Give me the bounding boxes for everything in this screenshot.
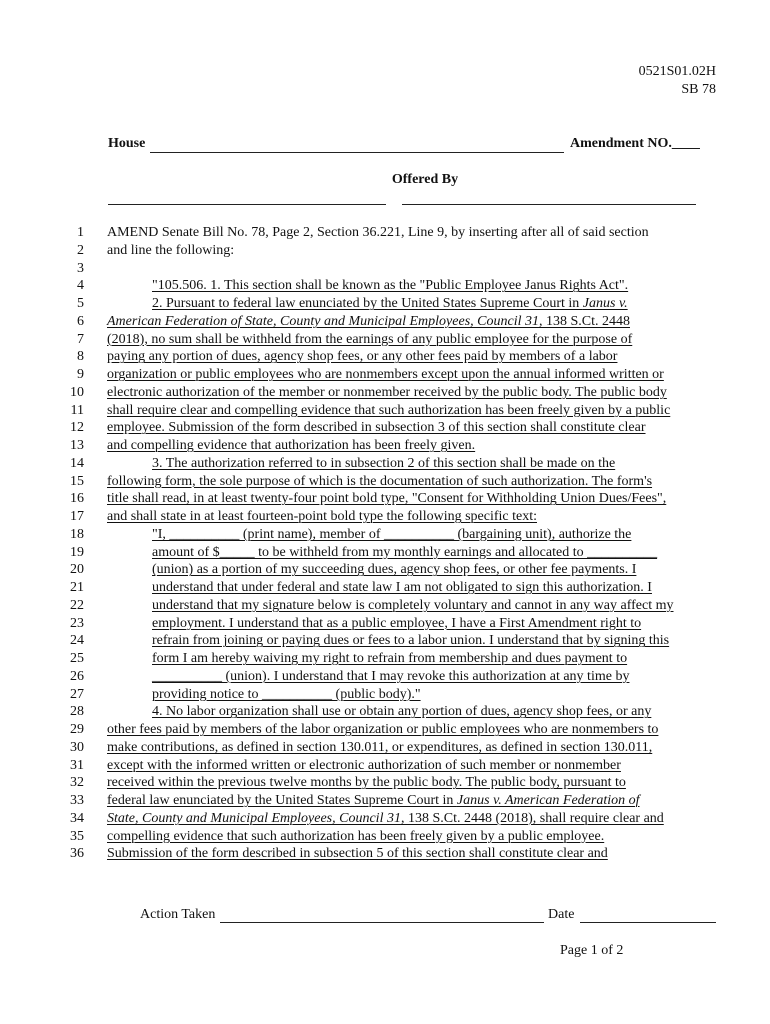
line-text [152,633,669,649]
line-text [107,243,234,259]
text-run: Janus v. American Federation of [456,793,640,808]
line-number: 16 [70,491,84,507]
line-number: 9 [77,367,84,382]
line-text [107,775,626,791]
text-run: State, County and Municipal Employees, Council 31 [107,810,401,826]
line-text [152,598,674,614]
line-number: 12 [70,420,84,436]
line-number: 34 [70,810,84,826]
line-text [107,509,537,525]
text-run: refrain from joining or paying dues or fees to a labor union. I understand that by signing this [152,633,670,649]
text-run: title shall read, in at least twenty-four point bold type, "Consent for Withholding Union Dues/Fees", [107,491,667,507]
line-text [152,669,629,685]
line-number: 18 [70,526,84,542]
house-blank-line [150,152,564,153]
text-run: Janus v. [582,296,628,311]
line-number: 14 [70,455,84,471]
line-text [152,545,657,561]
line-text [152,704,651,720]
line-number: 6 [77,313,84,329]
line-number: 4 [77,278,84,294]
text-run: (union) as a portion of my succeeding dues, agency shop fees, or other fee payments. I [152,562,637,578]
line-text [152,527,631,543]
line-text [107,225,649,241]
text-run: and compelling evidence that authorization has been freely given. [107,438,476,453]
text-run: __________ (union). I understand that I may revoke this authorization at any time by [152,668,630,684]
text-run: (2018), no sum shall be withheld from the earnings of any public employee for the purpose of [107,331,633,347]
line-number: 20 [70,562,84,578]
line-number: 33 [70,793,84,808]
line-text [107,740,652,756]
line-text [107,829,604,845]
text-run: form I am hereby waiving my right to refrain from membership and dues payment to [152,651,628,666]
line-number: 32 [70,775,84,791]
text-run: 2. Pursuant to federal law enunciated by the United States Supreme Court in [152,296,583,311]
line-text [107,367,664,383]
line-text [152,296,628,312]
line-number: 28 [70,704,84,720]
text-run: AMEND Senate Bill No. 78, Page 2, Section 36.221, Line 9, by inserting after all of said section [107,225,649,240]
line-text [107,793,640,809]
line-text [107,385,667,401]
line-number: 24 [70,633,84,649]
line-number: 22 [70,597,84,613]
line-number: 21 [70,580,84,595]
date-label: Date [548,907,575,922]
text-run: shall require clear and compelling evidence that such authorization has been freely given by a public [107,402,671,418]
text-run: , 138 S.Ct. 2448 (2018), shall require clear and [400,810,664,826]
line-text [152,456,615,472]
line-text [107,403,670,419]
line-number: 7 [77,331,84,347]
line-number: 27 [70,686,84,702]
line-text [152,278,628,294]
text-run: "105.506. 1. This section shall be known as the "Public Employee Janus Rights Act". [152,278,629,294]
text-run: , 138 S.Ct. 2448 [538,313,630,329]
line-number: 26 [70,668,84,684]
text-run: understand that under federal and state law I am not obligated to sign this authorization. I [152,580,652,595]
line-number: 23 [70,615,84,631]
line-text [107,722,658,738]
text-run: 4. No labor organization shall use or obtain any portion of dues, agency shop fees, or any [152,704,652,720]
line-number: 31 [70,757,84,773]
text-run: Submission of the form described in subsection 5 of this section shall constitute clear and [107,846,608,862]
line-number: 1 [77,225,84,240]
text-run: compelling evidence that such authorization has been freely given by a public employee. [107,828,605,844]
sponsor-line-left [108,204,386,205]
text-run: following form, the sole purpose of which is the documentation of such authorization. The form's [107,473,653,489]
line-number: 19 [70,544,84,560]
date-line [580,922,716,923]
line-text [152,580,652,596]
text-run: federal law enunciated by the United States Supreme Court in [107,793,457,808]
line-text [152,687,421,703]
line-number: 8 [77,349,84,365]
line-number: 29 [70,722,84,737]
line-text [107,332,632,348]
text-run: paying any portion of dues, agency shop fees, or any other fees paid by members of a labor [107,349,618,365]
action-taken-line [220,922,544,923]
line-text [107,758,621,774]
line-text [107,420,646,436]
line-text [107,474,652,490]
sponsor-line-right [402,204,696,205]
offered-by-label: Offered By [391,172,459,187]
text-run: American Federation of State, County and Municipal Employees, Council 31 [107,313,539,329]
page-number: Page 1 of 2 [560,943,624,958]
line-text [107,314,630,330]
text-run: and line the following: [107,242,235,258]
text-run: employment. I understand that as a public employee, I have a First Amendment right to [152,615,642,631]
house-label: House [108,136,146,151]
line-text [152,651,627,667]
bill-number: SB 78 [681,82,716,97]
line-number: 13 [70,438,84,453]
line-number: 17 [70,509,84,524]
text-run: 3. The authorization referred to in subsection 2 of this section shall be made on the [152,455,616,471]
line-number: 2 [77,242,84,258]
line-number: 35 [70,828,84,844]
line-text [107,491,666,507]
line-number: 36 [70,846,84,862]
document-number: 0521S01.02H [638,64,716,79]
action-taken-label: Action Taken [140,907,216,922]
text-run: make contributions, as defined in section 130.011, or expenditures, as defined in section 130.011, [107,739,653,755]
text-run: electronic authorization of the member or nonmember received by the public body. The public body [107,384,667,400]
line-number: 15 [70,473,84,489]
text-run: received within the previous twelve months by the public body. The public body, pursuant to [107,775,626,791]
line-text [107,811,664,827]
line-number: 3 [77,260,84,276]
text-run: employee. Submission of the form described in subsection 3 of this section shall constitute clear [107,420,646,436]
line-number: 30 [70,739,84,755]
line-text [107,438,475,454]
text-run: amount of $_____ to be withheld from my monthly earnings and allocated to __________ [152,544,658,560]
text-run: and shall state in at least fourteen-point bold type the following specific text: [107,509,537,524]
text-run: "I, __________ (print name), member of __________ (bargaining unit), authorize the [152,526,632,542]
line-number: 25 [70,651,84,666]
text-run: providing notice to __________ (public body)." [152,686,421,702]
line-text [152,616,641,632]
line-text [107,349,617,365]
line-number: 11 [70,402,84,418]
text-run: understand that my signature below is completely voluntary and cannot in any way affect my [152,597,674,613]
text-run: other fees paid by members of the labor organization or public employees who are nonmembers to [107,722,659,737]
text-run: organization or public employees who are nonmembers except upon the annual informed written or [107,367,664,382]
line-number: 10 [70,384,84,400]
text-run: except with the informed written or electronic authorization of such member or nonmember [107,757,621,773]
line-text [152,562,636,578]
line-text [107,846,608,862]
line-number: 5 [77,296,84,311]
amendment-label: Amendment NO.____ [570,136,700,151]
